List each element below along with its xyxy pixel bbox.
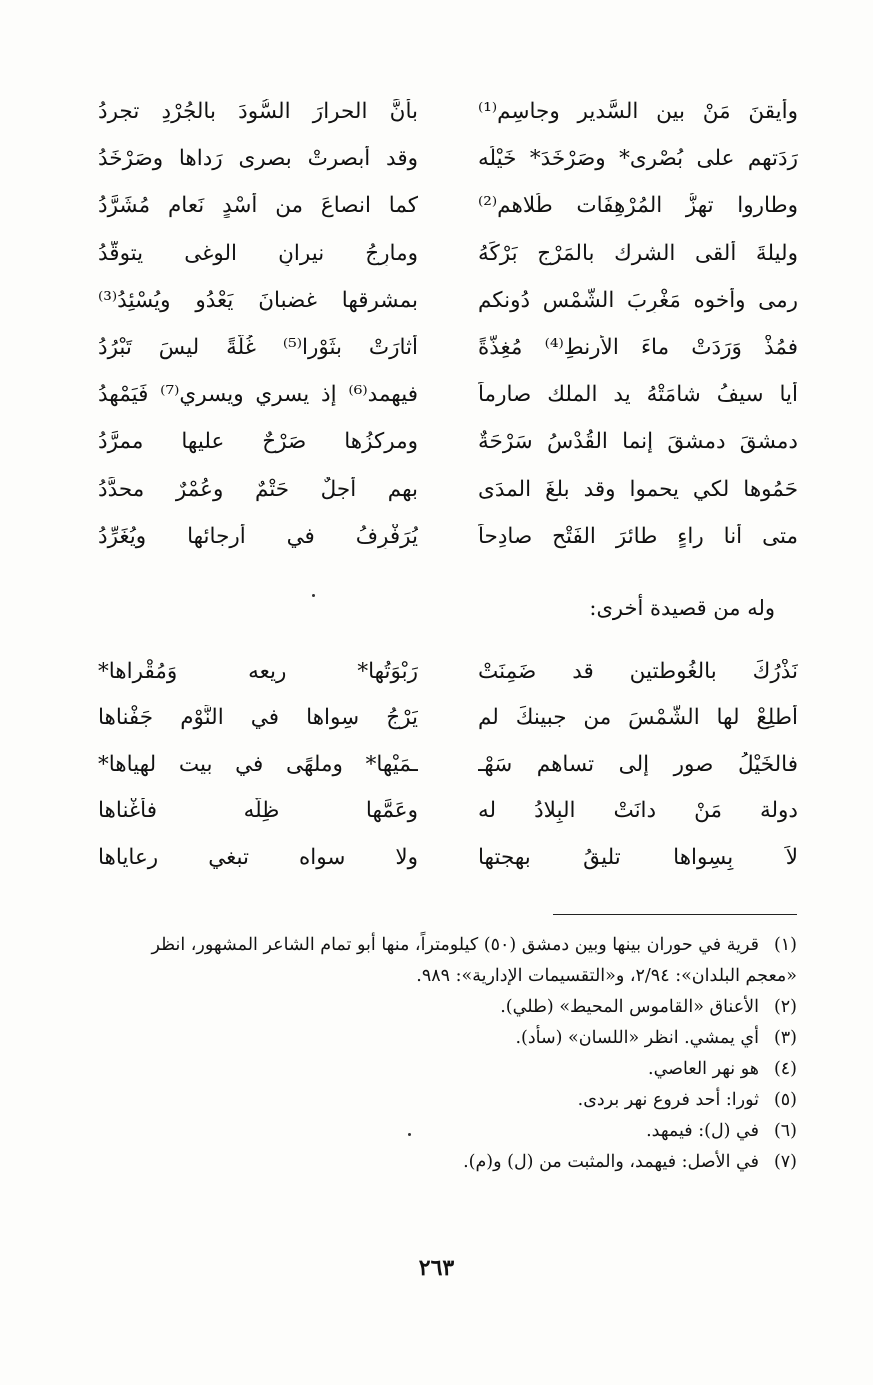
hemistich-left: ومركزُها صَرْحٌ عليها ممرَّدُ bbox=[98, 429, 418, 455]
footnote bbox=[75, 1023, 797, 1054]
footnote bbox=[75, 1085, 797, 1116]
poem-first bbox=[98, 88, 798, 560]
ink-speck bbox=[312, 594, 315, 597]
hemistich-right: رَدَتهم على بُصْرى* وصَرْخَدَ* خَيْلُه bbox=[478, 146, 798, 172]
footnote-number: (١) bbox=[773, 935, 797, 955]
footnote-text: «معجم البلدان»: ٢/٩٤، و«التقسيمات الإدارية»: ٩٨٩. bbox=[416, 966, 797, 986]
hemistich-left: يَرْجُ سِواها في النَّوْمِ جَفْناها bbox=[98, 705, 418, 731]
hemistich-right: فالخَيْلُ صور إلى تساهم سَهْـ bbox=[478, 751, 798, 777]
footnote-number: (٢) bbox=[773, 997, 797, 1017]
footnote-text: قرية في حوران بينها وبين دمشق (٥٠) كيلومتراً، منها أبو تمام الشاعر المشهور، انظر bbox=[151, 935, 759, 955]
verse bbox=[98, 513, 798, 560]
hemistich-right: أيا سيفُ شامَتْهُ يد الملك صارماً bbox=[478, 382, 798, 408]
hemistich-left: ولا سواه تبغي رعاياها bbox=[98, 844, 418, 870]
footnote bbox=[75, 930, 797, 961]
page-number: ٢٦٣ bbox=[418, 1255, 455, 1281]
verse bbox=[98, 695, 798, 742]
verse bbox=[98, 648, 798, 695]
footnote-text: أي يمشي. انظر «اللسان» (سأد). bbox=[515, 1028, 759, 1048]
footnote-number: (٤) bbox=[773, 1059, 797, 1079]
verse bbox=[98, 466, 798, 513]
verse bbox=[98, 324, 798, 371]
hemistich-left: ـمَيْها* وملهًى في بيت لهياها* bbox=[98, 751, 418, 777]
hemistich-left: ومارِجُ نيرانِ الوغى يتوقَّدُ bbox=[98, 240, 418, 266]
hemistich-right: دولة مَنْ دانَتْ البِلادُ له bbox=[478, 798, 798, 824]
poem-second bbox=[98, 648, 798, 881]
footnote-number: (٥) bbox=[773, 1090, 797, 1110]
footnote-text: ثورا: أحد فروع نهر بردى. bbox=[577, 1090, 759, 1110]
footnote-number: (٣) bbox=[773, 1028, 797, 1048]
footnote bbox=[75, 1054, 797, 1085]
hemistich-left: وقد أبصرتْ بصرى رَداها وصَرْخَدُ bbox=[98, 146, 418, 172]
hemistich-left: كما انصاعَ من أُسْدٍ نَعام مُشَرَّدُ bbox=[98, 193, 418, 219]
footnote-separator bbox=[553, 914, 797, 915]
footnote-text: في الأصل: فيهمد، والمثبت من (ل) و(م). bbox=[463, 1152, 759, 1172]
hemistich-left: وعَمَّها ظِلُّه فأَغْناها bbox=[98, 798, 418, 824]
hemistich-right: متى أنا راءٍ طائرَ الفَتْحِ صادِحاً bbox=[478, 523, 798, 549]
hemistich-right: نَذْرُكَ بالغُوطتين قد ضَمِنَتْ bbox=[478, 658, 798, 684]
hemistich-left: بمشرقها غضبانَ يَعْدُو ويُسْئِدُ⁽³⁾ bbox=[98, 287, 418, 313]
hemistich-right: دمشقَ دمشقَ إنما القُدْسُ سَرْحَةٌ bbox=[478, 429, 798, 455]
hemistich-right: فمُذْ وَرَدَتْ ماءَ الأرنطِ⁽⁴⁾ مُغِذَّةً bbox=[478, 335, 798, 361]
footnote-number: (٧) bbox=[773, 1152, 797, 1172]
hemistich-left: رَبْوَتُها* ريعه وَمُقْراها* bbox=[98, 658, 418, 684]
hemistich-right: وطاروا تهزُّ المُرْهِفَات طُلاهم⁽²⁾ bbox=[478, 193, 798, 219]
hemistich-right: لاَ بِسِواها تليقُ بهجتها bbox=[478, 844, 798, 870]
footnote-text: الأعناق «القاموس المحيط» (طلي). bbox=[500, 997, 759, 1017]
footnote-continuation bbox=[75, 961, 797, 992]
verse bbox=[98, 741, 798, 788]
verse bbox=[98, 277, 798, 324]
verse bbox=[98, 418, 798, 465]
footnotes bbox=[75, 930, 797, 1178]
hemistich-left: فيهمد⁽⁶⁾ إذ يسري ويسري⁽⁷⁾ فَيَمْهدُ bbox=[98, 382, 418, 408]
verse bbox=[98, 88, 798, 135]
hemistich-right: رمى وأخوه مَغْرِبَ الشَّمْسِ دُونكم bbox=[478, 287, 798, 313]
footnote-text: هو نهر العاصي. bbox=[648, 1059, 759, 1079]
verse bbox=[98, 182, 798, 229]
hemistich-right: حَمُوها لكي يحموا وقد بلغَ المدَى bbox=[478, 476, 798, 502]
hemistich-right: أطلِعْ لها الشَّمْسَ من جبينكَ لم bbox=[478, 705, 798, 731]
poem-intro-line: وله من قصيدة أخرى: bbox=[589, 596, 775, 620]
hemistich-right: وأيقنَ مَنْ بين السَّدير وجاسِمٍ⁽¹⁾ bbox=[478, 99, 798, 125]
verse bbox=[98, 371, 798, 418]
hemistich-left: بأنَّ الحرارَ السُّودَ بالجُرْدِ تجردُ bbox=[98, 99, 418, 125]
verse bbox=[98, 230, 798, 277]
hemistich-left: أثارَتْ بثَوْرا⁽⁵⁾ غُلَّةً ليسَ تَبْرُدُ bbox=[98, 335, 418, 361]
footnote bbox=[75, 992, 797, 1023]
footnote bbox=[75, 1147, 797, 1178]
footnote bbox=[75, 1116, 797, 1147]
verse bbox=[98, 135, 798, 182]
ink-speck bbox=[408, 1133, 411, 1136]
verse bbox=[98, 788, 798, 835]
hemistich-left: بهم أجلٌ حَتْمٌ وعُمْرٌ محدَّدُ bbox=[98, 476, 418, 502]
hemistich-left: يُرَفْرِفُ في أرجائها ويُغَرِّدُ bbox=[98, 523, 418, 549]
verse bbox=[98, 834, 798, 881]
footnote-text: في (ل): فيمهد. bbox=[646, 1121, 759, 1141]
hemistich-right: وليلةَ ألقى الشرك بالمَرْجِ بَرْكَهُ bbox=[478, 240, 798, 266]
footnote-number: (٦) bbox=[773, 1121, 797, 1141]
